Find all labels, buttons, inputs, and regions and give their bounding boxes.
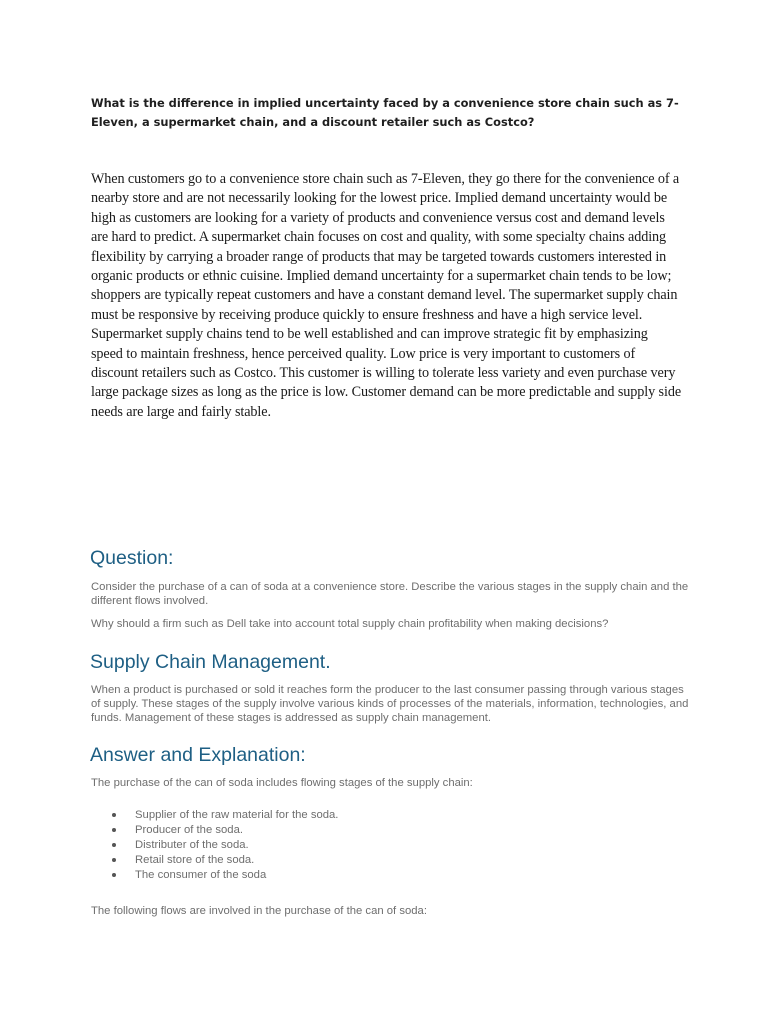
answer-paragraph: When customers go to a convenience store chain such as 7-Eleven, they go there for the convenience of a nearby store and are not necessarily looking for the lowest price. Implied demand uncertainty would be high as customers are looking for a variety of products and convenience versus cost and demand levels are hard to predict. A supermarket chain focuses on cost and quality, with some specialty chains adding flexibility by carrying a broader range of products that may be targeted towards customers interested in organic products or ethnic cuisine. Implied demand uncertainty for a supermarket chain tends to be low; shoppers are typically repeat customers and have a constant demand level. The supermarket supply chain must be responsive by receiving produce quickly to ensure freshness and have a high service level. Supermarket supply chains tend to be well established and can improve strategic fit by emphasizing speed to maintain freshness, hence perceived quality. Low price is very important to customers of discount retailers such as Costco. This customer is willing to tolerate less variety and even purchase very large package sizes as long as the price is low. Customer demand can be more predictable and supply side needs are large and fairly stable. <box>91 171 682 420</box>
list-item-text: Distributer of the soda. <box>135 839 249 851</box>
list-item <box>91 808 338 823</box>
question-heading: What is the difference in implied uncertainty faced by a convenience store chain such as 7-Eleven, a supermarket chain, and a discount retailer such as Costco? <box>91 96 679 129</box>
list-item-text: Producer of the soda. <box>135 824 244 836</box>
bullet-icon <box>112 873 116 877</box>
supply-chain-stages-list <box>91 808 338 883</box>
answer-section-heading: Answer and Explanation: <box>90 744 306 766</box>
question-section-heading: Question: <box>90 547 174 569</box>
answer-outro: The following flows are involved in the purchase of the can of soda: <box>91 905 427 917</box>
list-item <box>91 823 338 838</box>
question-paragraph-1: Consider the purchase of a can of soda at a convenience store. Describe the various stages in the supply chain and the different flows involved. <box>91 581 689 608</box>
list-item <box>91 853 338 868</box>
list-item-text: The consumer of the soda <box>135 869 267 881</box>
list-item-text: Supplier of the raw material for the soda. <box>135 809 339 821</box>
list-item <box>91 868 338 883</box>
scm-section-heading: Supply Chain Management. <box>90 651 331 673</box>
bullet-icon <box>112 843 116 847</box>
bullet-icon <box>112 813 116 817</box>
answer-intro: The purchase of the can of soda includes flowing stages of the supply chain: <box>91 777 473 789</box>
question-paragraph-2: Why should a firm such as Dell take into account total supply chain profitability when making decisions? <box>91 618 609 630</box>
scm-paragraph: When a product is purchased or sold it reaches form the producer to the last consumer passing through various stages of supply. These stages of the supply involve various kinds of processes of the materials, information, technologies, and funds. Management of these stages is addressed as supply chain management. <box>91 684 689 725</box>
list-item-text: Retail store of the soda. <box>135 854 255 866</box>
bullet-icon <box>112 858 116 862</box>
list-item <box>91 838 338 853</box>
bullet-icon <box>112 828 116 832</box>
